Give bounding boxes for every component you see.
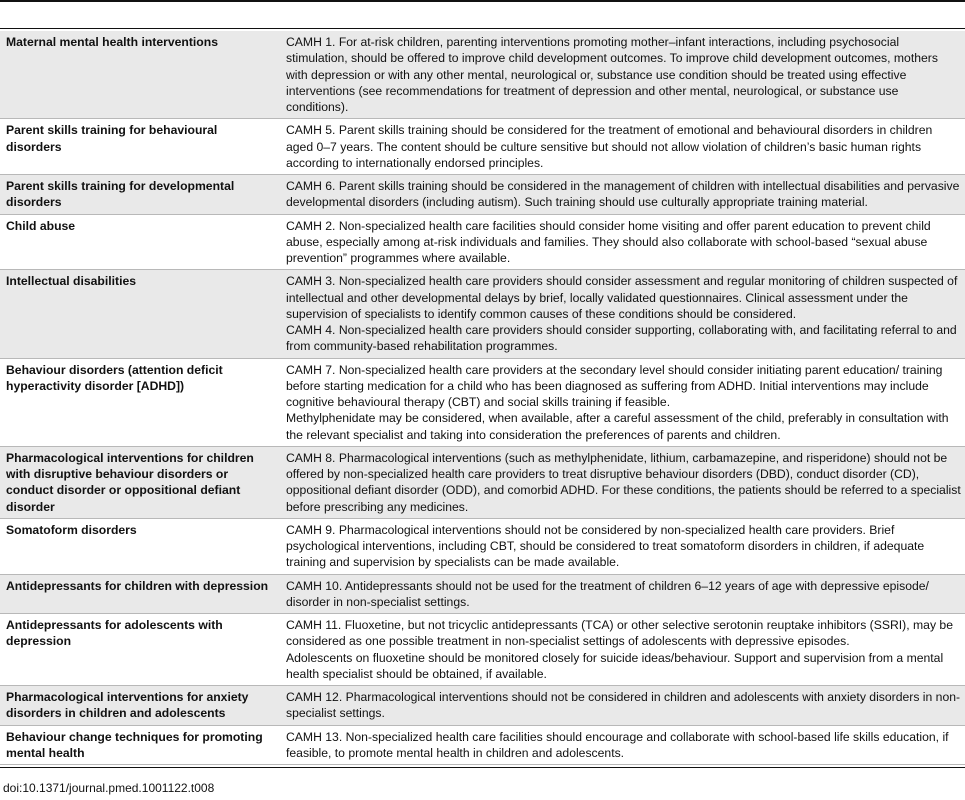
topic-cell: Somatoform disorders [0,518,280,574]
table-row [0,270,965,358]
table-row [0,574,965,614]
recommendation-cell [280,725,965,765]
recommendation-cell [280,31,965,119]
topic-cell: Pharmacological interventions for anxiety disorders in children and adolescents [0,686,280,726]
table-bottom-rule [0,767,965,768]
recommendation-text: CAMH 11. Fluoxetine, but not tricyclic antidepressants (TCA) or other selective serotonin reuptake inhibitors (SSRI), may be considered as one possible treatment in non-specialist settings of adolescents with depressive episodes. [286,618,953,649]
recommendation-text: CAMH 3. Non-specialized health care providers should consider assessment and regular monitoring of children suspected of intellectual and other developmental delays by brief, locally validated questionnaires. Clinical assessment under the supervision of specialists to identify common causes of these conditions should be considered. [286,274,958,321]
recommendations-table-body [0,31,965,765]
topic-cell: Antidepressants for adolescents with depression [0,614,280,686]
table-row [0,31,965,119]
topic-cell: Intellectual disabilities [0,270,280,358]
recommendations-table [0,31,965,765]
topic-cell: Parent skills training for developmental disorders [0,175,280,215]
topic-cell: Maternal mental health interventions [0,31,280,119]
recommendation-text: CAMH 9. Pharmacological interventions should not be considered by non-specialized health care providers. Brief psychological interventions, including CBT, should be considered to treat somatoform disorders in children, if adequate training and supervision by specialists can be made available. [286,522,925,570]
table-row [0,175,965,215]
table-row [0,358,965,446]
recommendation-cell [280,446,965,518]
table-header-rule [0,28,965,29]
table-row [0,518,965,574]
table-row [0,686,965,726]
recommendation-text: Adolescents on fluoxetine should be monitored closely for suicide ideas/behaviour. Support and supervision from a mental health specialist should be obtained, if available. [286,650,944,681]
recommendation-cell [280,614,965,686]
recommendation-text: CAMH 4. Non-specialized health care providers should consider supporting, collaborating with, and facilitating referral to and from community-based rehabilitation programmes. [286,323,957,354]
recommendation-text: CAMH 6. Parent skills training should be considered in the management of children with intellectual disabilities and pervasive developmental disorders (including autism). Such training should use culturally appropriate training material. [286,179,960,210]
recommendation-cell [280,358,965,446]
recommendation-text: CAMH 12. Pharmacological interventions should not be considered in children and adolescents with anxiety disorders in non-specialist settings. [286,690,961,721]
table-header [0,2,965,28]
recommendation-text: CAMH 2. Non-specialized health care facilities should consider home visiting and offer parent education to prevent child abuse, especially among at-risk individuals and families. They should also collaborate with school-based “sexual abuse prevention” programmes where available. [286,218,931,265]
recommendation-cell [280,175,965,215]
recommendation-text: CAMH 1. For at-risk children, parenting interventions promoting mother–infant interactions, including psychosocial stimulation, should be offered to improve child development outcomes. To improve child development outcomes, mothers with depression or with any other mental, neurological or, substance use condition should be treated using effective interventions (see recommendations for treatment of depression and other mental, neurological, or substance use conditions). [286,35,938,114]
table-row [0,614,965,686]
recommendation-cell [280,574,965,614]
recommendation-cell [280,214,965,270]
table-row [0,446,965,518]
recommendation-text: CAMH 8. Pharmacological interventions (such as methylphenidate, lithium, carbamazepine, and risperidone) should not be offered by non-specialized health care providers to treat disruptive behaviour disorders (DBD), conduct disorder (CD), oppositional defiant disorder (ODD), and comorbid ADHD. For these conditions, the patients should be referred to a specialist before prescribing any medicines. [286,450,961,514]
recommendation-text: CAMH 10. Antidepressants should not be used for the treatment of children 6–12 years of age with depressive episode/ disorder in non-specialist settings. [286,578,929,609]
recommendation-cell [280,119,965,175]
topic-cell: Parent skills training for behavioural disorders [0,119,280,175]
recommendation-text: CAMH 13. Non-specialized health care facilities should encourage and collaborate with school-based life skills education, if feasible, to promote mental health in children and adolescents. [286,729,949,760]
topic-cell: Behaviour change techniques for promoting mental health [0,725,280,765]
recommendation-cell [280,686,965,726]
table-row [0,119,965,175]
topic-cell: Child abuse [0,214,280,270]
table-row [0,725,965,765]
recommendation-text: CAMH 5. Parent skills training should be considered for the treatment of emotional and behavioural disorders in children aged 0–7 years. The content should be culture sensitive but should not allow violation of children’s basic human rights according to internationally endorsed principles. [286,123,933,170]
recommendation-text: Methylphenidate may be considered, when available, after a careful assessment of the child, preferably in consultation with the relevant specialist and taking into consideration the preferences of parents and children. [286,411,949,442]
topic-cell: Behaviour disorders (attention deficit hyperactivity disorder [ADHD]) [0,358,280,446]
recommendation-cell [280,518,965,574]
recommendation-cell [280,270,965,358]
topic-cell: Antidepressants for children with depression [0,574,280,614]
recommendation-text: CAMH 7. Non-specialized health care providers at the secondary level should consider initiating parent education/ training before starting medication for a child who has been diagnosed as suffering from ADHD. Initial interventions may include cognitive behavioural therapy (CBT) and social skills training if feasible. [286,362,943,409]
table-row [0,214,965,270]
doi-caption: doi:10.1371/journal.pmed.1001122.t008 [3,781,215,795]
topic-cell: Pharmacological interventions for children with disruptive behaviour disorders or conduct disorder or oppositional defiant disorder [0,446,280,518]
